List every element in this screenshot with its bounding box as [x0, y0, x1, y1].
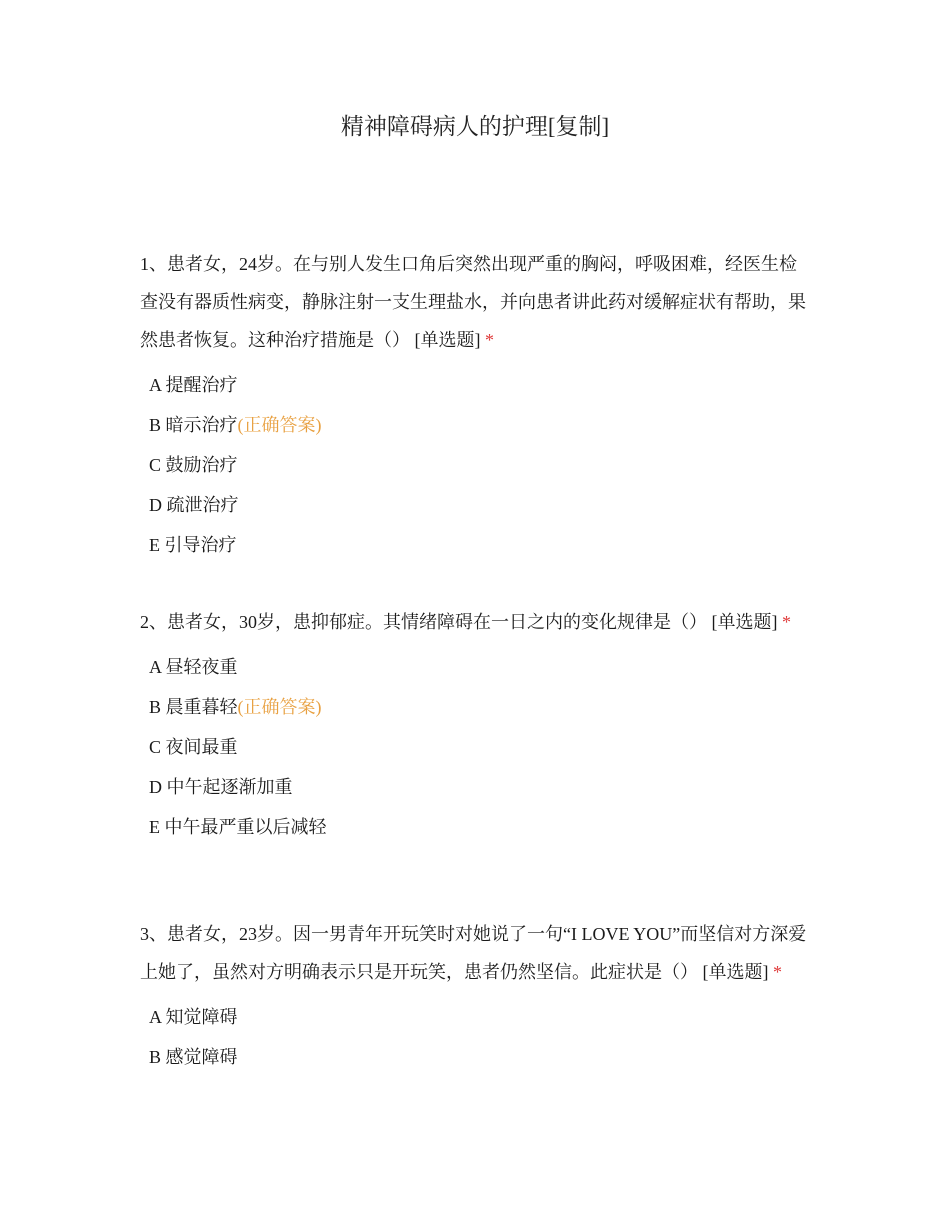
option-e: [140, 807, 808, 847]
option-label: B 感觉障碍: [149, 1047, 238, 1067]
option-label: B 暗示治疗: [149, 415, 238, 435]
option-label: D 中午起逐渐加重: [149, 777, 293, 797]
correct-answer-mark: (正确答案): [237, 697, 322, 717]
option-list: [140, 365, 808, 565]
option-e: [140, 525, 808, 565]
question-stem: [140, 603, 808, 641]
option-b: [140, 1037, 808, 1077]
option-c: [140, 727, 808, 767]
option-a: [140, 365, 808, 405]
option-label: E 引导治疗: [149, 535, 237, 555]
option-label: E 中午最严重以后减轻: [149, 817, 327, 837]
option-d: [140, 485, 808, 525]
page-title: 精神障碍病人的护理[复制]: [340, 114, 610, 139]
question-2: [140, 603, 808, 847]
question-stem: [140, 915, 808, 991]
required-mark: *: [782, 612, 791, 632]
option-label: C 夜间最重: [149, 737, 238, 757]
question-1: [140, 245, 808, 565]
option-list: [140, 647, 808, 847]
option-b: [140, 405, 808, 445]
option-c: [140, 445, 808, 485]
option-label: B 晨重暮轻: [149, 697, 238, 717]
question-3: [140, 915, 808, 1077]
question-stem: [140, 245, 808, 359]
question-stem-text: 1、患者女，24岁。在与别人发生口角后突然出现严重的胸闷，呼吸困难，经医生检查没有器质性病变，静脉注射一支生理盐水，并向患者讲此药对缓解症状有帮助，果然患者恢复。这种治疗措施是（） [单选题]: [140, 254, 806, 350]
option-label: A 知觉障碍: [149, 1007, 238, 1027]
required-mark: *: [773, 962, 782, 982]
option-label: D 疏泄治疗: [149, 495, 239, 515]
option-b: [140, 687, 808, 727]
option-label: A 昼轻夜重: [149, 657, 238, 677]
question-stem-text: 2、患者女，30岁，患抑郁症。其情绪障碍在一日之内的变化规律是（） [单选题]: [140, 612, 778, 632]
correct-answer-mark: (正确答案): [237, 415, 322, 435]
option-label: A 提醒治疗: [149, 375, 238, 395]
required-mark: *: [485, 330, 494, 350]
option-d: [140, 767, 808, 807]
option-list: [140, 997, 808, 1077]
question-stem-text: 3、患者女，23岁。因一男青年开玩笑时对她说了一句“I LOVE YOU”而坚信对方深爱上她了，虽然对方明确表示只是开玩笑，患者仍然坚信。此症状是（） [单选题]: [140, 924, 807, 982]
option-a: [140, 997, 808, 1037]
option-a: [140, 647, 808, 687]
option-label: C 鼓励治疗: [149, 455, 238, 475]
